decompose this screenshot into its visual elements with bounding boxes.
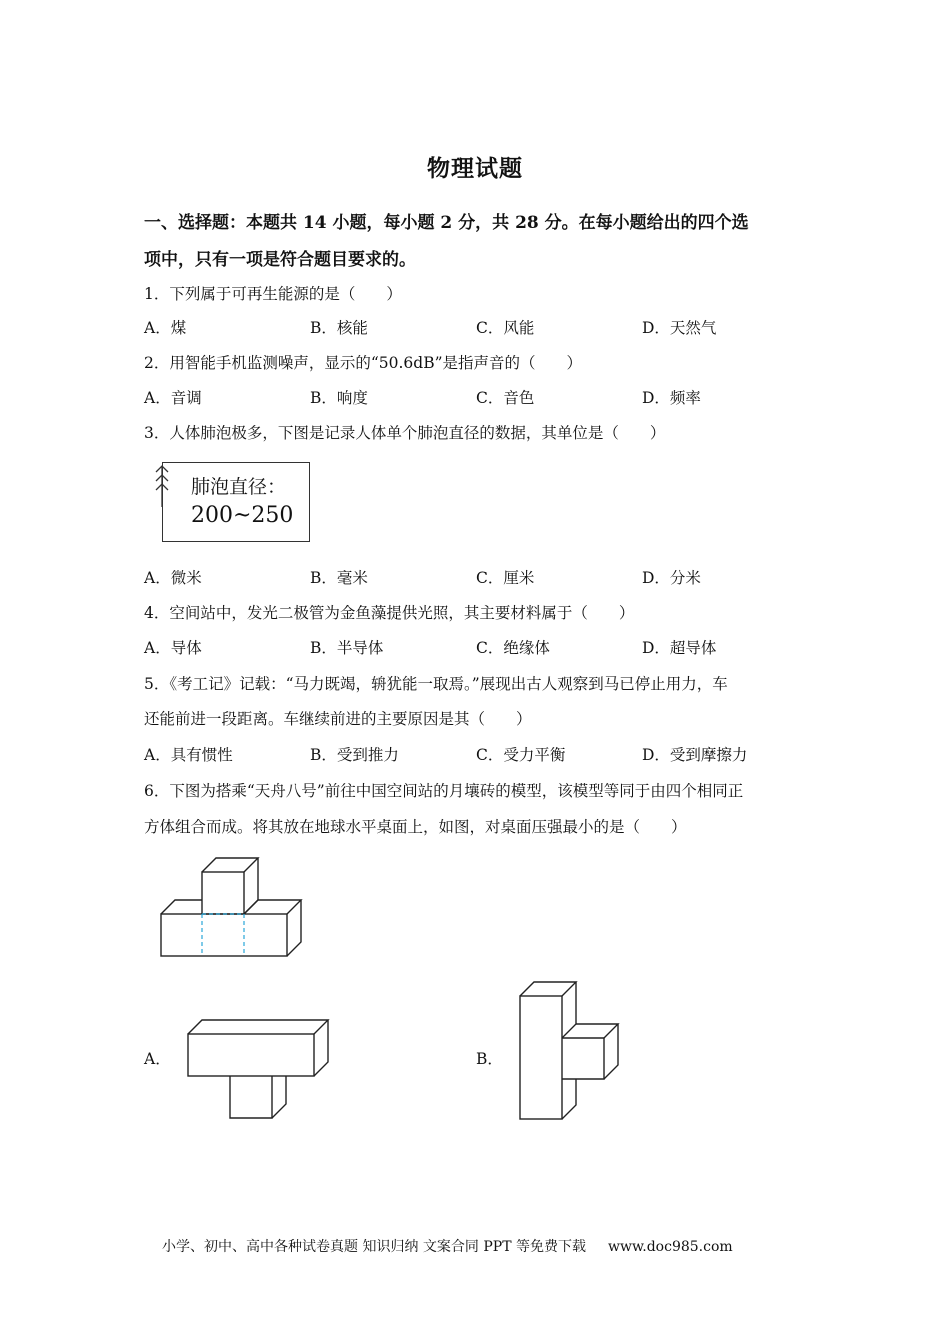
chevron-marks-icon [155,463,175,507]
option-b-figure [512,978,632,1128]
section-heading-line-1: 一、选择题：本题共 14 小题，每小题 2 分，共 28 分。在每小题给出的四个选 [144,213,749,233]
question-2-option-d: D．频率 [642,389,701,407]
question-1-option-b: B．核能 [310,319,368,337]
question-3-option-b: B．毫米 [310,569,368,587]
question-4-stem: 4．空间站中，发光二极管为金鱼藻提供光照，其主要材料属于（ ） [144,604,635,622]
question-4-option-c: C．绝缘体 [476,639,550,657]
question-2-option-a: A．音调 [144,389,202,407]
figure-value: 200~250 [191,503,294,528]
question-6-stem-line-2: 方体组合而成。将其放在地球水平桌面上，如图，对桌面压强最小的是（ ） [144,818,687,836]
page-title: 物理试题 [427,155,523,182]
question-2-stem: 2．用智能手机监测噪声，显示的“50.6dB”是指声音的（ ） [144,354,583,372]
question-1-option-c: C．风能 [476,319,535,337]
question-3-option-a: A．微米 [144,569,202,587]
question-3-option-c: C．厘米 [476,569,535,587]
question-4-option-a: A．导体 [144,639,202,657]
footer-url-link[interactable]: www.doc985.com [607,1239,733,1255]
question-1-stem: 1．下列属于可再生能源的是（ ） [144,285,402,303]
question-2-option-c: C．音色 [476,389,535,407]
question-4-option-b: B．半导体 [310,639,384,657]
question-5-option-a: A．具有惯性 [144,746,233,764]
section-heading-line-2: 项中，只有一项是符合题目要求的。 [144,250,416,270]
question-5-option-d: D．受到摩擦力 [642,746,748,764]
question-3-option-d: D．分米 [642,569,701,587]
question-2-option-b: B．响度 [310,389,368,407]
question-6-stem-line-1: 6．下图为搭乘“天舟八号”前往中国空间站的月壤砖的模型，该模型等同于由四个相同正 [144,782,744,800]
question-5-option-c: C．受力平衡 [476,746,566,764]
question-6-option-a: A． [144,1050,171,1068]
question-6-option-b: B． [476,1050,503,1068]
question-3-stem: 3．人体肺泡极多，下图是记录人体单个肺泡直径的数据，其单位是（ ） [144,424,666,442]
option-a-figure [180,1018,340,1128]
question-5-stem-line-1: 5．《考工记》记载：“马力既竭，辀犹能一取焉。”展现出古人观察到马已停止用力，车 [144,675,728,693]
question-5-option-b: B．受到推力 [310,746,399,764]
question-5-stem-line-2: 还能前进一段距离。车继续前进的主要原因是其（ ） [144,710,532,728]
question-1-option-a: A．煤 [144,319,187,337]
footer-text: 小学、初中、高中各种试卷真题 知识归纳 文案合同 PPT 等免费下载 [162,1239,586,1255]
lunar-brick-model-figure [150,852,310,962]
footer [162,1236,733,1256]
figure-label: 肺泡直径： [191,476,287,498]
question-1-option-d: D．天然气 [642,319,717,337]
alveolus-diameter-figure [162,462,310,542]
question-4-option-d: D．超导体 [642,639,717,657]
